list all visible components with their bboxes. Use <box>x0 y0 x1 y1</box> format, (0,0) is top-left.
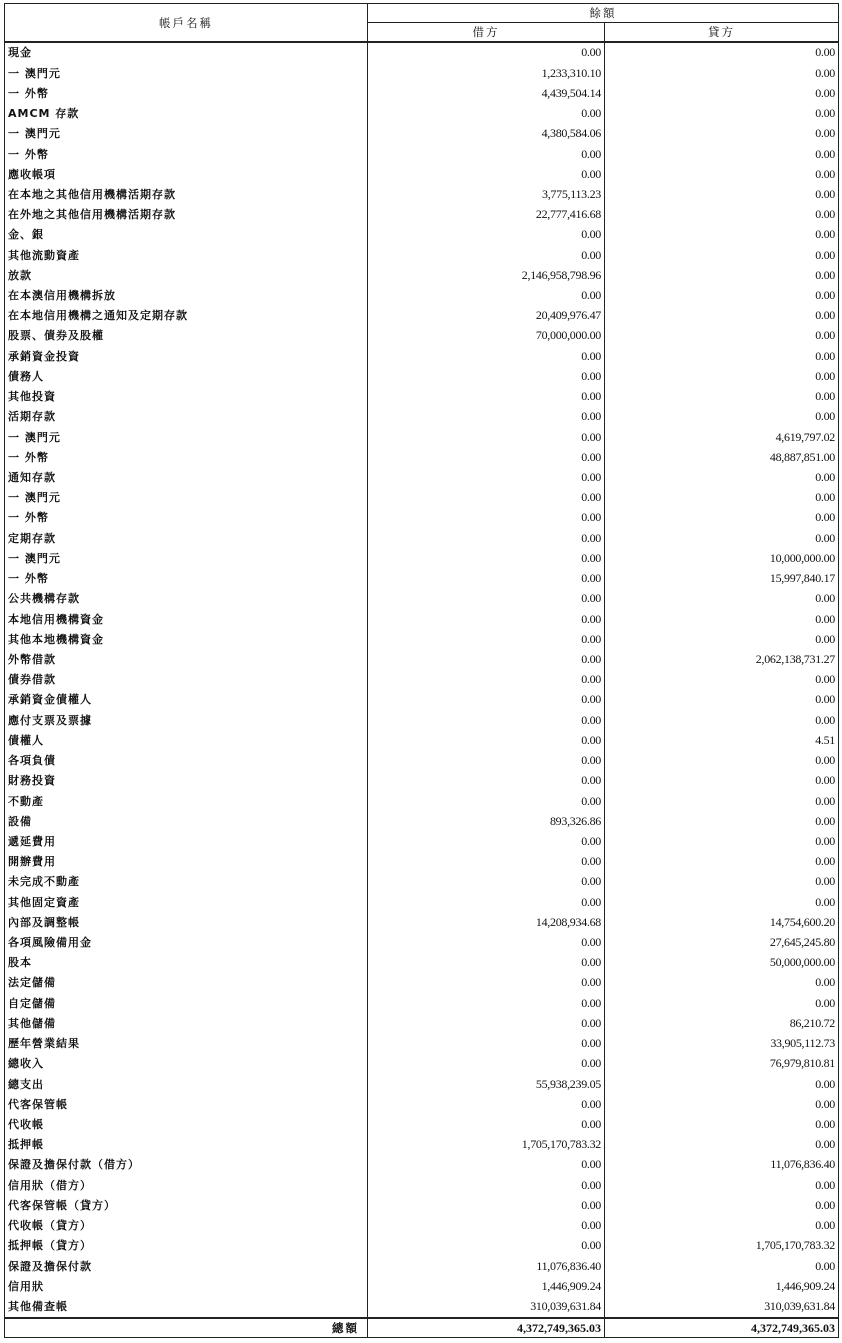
debit-cell: 0.00 <box>368 1236 605 1256</box>
table-row <box>5 508 839 528</box>
credit-cell: 0.00 <box>605 144 839 164</box>
table-row <box>5 63 839 83</box>
debit-cell: 0.00 <box>368 589 605 609</box>
account-name-cell: 其他備查帳 <box>5 1297 368 1318</box>
table-row <box>5 912 839 932</box>
account-name-cell: 其他固定資產 <box>5 892 368 912</box>
account-name-cell: 在本澳信用機構拆放 <box>5 286 368 306</box>
credit-cell: 0.00 <box>605 1216 839 1236</box>
debit-cell: 0.00 <box>368 629 605 649</box>
credit-cell: 0.00 <box>605 872 839 892</box>
table-row <box>5 1074 839 1094</box>
account-name-cell: 歷年營業結果 <box>5 1034 368 1054</box>
credit-cell: 0.00 <box>605 1195 839 1215</box>
table-row <box>5 1115 839 1135</box>
account-name-cell: 內部及調整帳 <box>5 912 368 932</box>
credit-cell: 33,905,112.73 <box>605 1034 839 1054</box>
debit-cell: 0.00 <box>368 1175 605 1195</box>
debit-cell: 893,326.86 <box>368 811 605 831</box>
debit-cell: 0.00 <box>368 367 605 387</box>
credit-cell: 0.00 <box>605 63 839 83</box>
debit-cell: 0.00 <box>368 144 605 164</box>
debit-cell: 0.00 <box>368 447 605 467</box>
debit-cell: 0.00 <box>368 387 605 407</box>
account-name-cell: 債券借款 <box>5 670 368 690</box>
debit-cell: 0.00 <box>368 1034 605 1054</box>
table-row <box>5 892 839 912</box>
table-row <box>5 387 839 407</box>
account-name-cell: 各項風險備用金 <box>5 933 368 953</box>
account-name-cell: 通知存款 <box>5 468 368 488</box>
account-name-cell: 一 外幣 <box>5 508 368 528</box>
account-name-cell: 未完成不動產 <box>5 872 368 892</box>
account-name-cell: 保證及擔保付款（借方） <box>5 1155 368 1175</box>
account-name-cell: 法定儲備 <box>5 973 368 993</box>
credit-cell: 0.00 <box>605 993 839 1013</box>
credit-cell: 0.00 <box>605 245 839 265</box>
account-name-cell: 其他投資 <box>5 387 368 407</box>
table-row <box>5 690 839 710</box>
credit-cell: 0.00 <box>605 468 839 488</box>
credit-cell: 0.00 <box>605 185 839 205</box>
table-row <box>5 1094 839 1114</box>
account-name-cell: 放款 <box>5 265 368 285</box>
credit-cell: 0.00 <box>605 387 839 407</box>
credit-cell: 0.00 <box>605 265 839 285</box>
account-name-cell: 其他本地機構資金 <box>5 629 368 649</box>
table-row <box>5 1256 839 1276</box>
table-row <box>5 1014 839 1034</box>
credit-cell: 0.00 <box>605 83 839 103</box>
credit-cell: 0.00 <box>605 306 839 326</box>
balance-header: 餘額 <box>368 4 839 23</box>
credit-cell: 0.00 <box>605 710 839 730</box>
credit-cell: 0.00 <box>605 104 839 124</box>
credit-cell: 0.00 <box>605 1094 839 1114</box>
credit-cell: 4,619,797.02 <box>605 427 839 447</box>
credit-cell: 14,754,600.20 <box>605 912 839 932</box>
credit-cell: 86,210.72 <box>605 1014 839 1034</box>
credit-cell: 15,997,840.17 <box>605 569 839 589</box>
table-row <box>5 1276 839 1296</box>
debit-header: 借方 <box>368 23 605 43</box>
account-name-cell: 其他流動資產 <box>5 245 368 265</box>
account-name-cell: 股票、債券及股權 <box>5 326 368 346</box>
credit-cell: 0.00 <box>605 1115 839 1135</box>
table-row <box>5 407 839 427</box>
credit-cell: 0.00 <box>605 528 839 548</box>
table-row <box>5 589 839 609</box>
credit-cell: 0.00 <box>605 225 839 245</box>
debit-cell: 0.00 <box>368 650 605 670</box>
debit-cell: 0.00 <box>368 872 605 892</box>
table-row <box>5 306 839 326</box>
table-row <box>5 447 839 467</box>
debit-cell: 0.00 <box>368 245 605 265</box>
account-name-cell: 設備 <box>5 811 368 831</box>
debit-cell: 3,775,113.23 <box>368 185 605 205</box>
debit-cell: 0.00 <box>368 1094 605 1114</box>
account-name-cell: 公共機構存款 <box>5 589 368 609</box>
table-row <box>5 852 839 872</box>
credit-cell: 4.51 <box>605 730 839 750</box>
credit-cell: 0.00 <box>605 124 839 144</box>
account-name-cell: 一 澳門元 <box>5 124 368 144</box>
debit-cell: 55,938,239.05 <box>368 1074 605 1094</box>
account-name-cell: AMCM 存款 <box>5 104 368 124</box>
table-row <box>5 1297 839 1318</box>
debit-cell: 1,233,310.10 <box>368 63 605 83</box>
table-row <box>5 811 839 831</box>
debit-cell: 0.00 <box>368 528 605 548</box>
account-name-cell: 一 外幣 <box>5 447 368 467</box>
debit-cell: 0.00 <box>368 427 605 447</box>
account-name-cell: 抵押帳 <box>5 1135 368 1155</box>
account-name-cell: 一 外幣 <box>5 83 368 103</box>
table-row <box>5 730 839 750</box>
debit-cell: 0.00 <box>368 1054 605 1074</box>
debit-cell: 0.00 <box>368 892 605 912</box>
credit-cell: 2,062,138,731.27 <box>605 650 839 670</box>
account-name-cell: 承銷資金投資 <box>5 346 368 366</box>
table-row <box>5 670 839 690</box>
total-credit: 4,372,749,365.03 <box>605 1318 839 1338</box>
table-row <box>5 629 839 649</box>
credit-cell: 0.00 <box>605 42 839 63</box>
table-row <box>5 124 839 144</box>
account-name-cell: 在外地之其他信用機構活期存款 <box>5 205 368 225</box>
table-row <box>5 326 839 346</box>
account-name-cell: 活期存款 <box>5 407 368 427</box>
table-row <box>5 569 839 589</box>
table-row <box>5 832 839 852</box>
table-row <box>5 427 839 447</box>
credit-cell: 10,000,000.00 <box>605 548 839 568</box>
table-row <box>5 1054 839 1074</box>
debit-cell: 0.00 <box>368 852 605 872</box>
table-row <box>5 367 839 387</box>
table-row <box>5 265 839 285</box>
account-name-cell: 信用狀 <box>5 1276 368 1296</box>
debit-cell: 11,076,836.40 <box>368 1256 605 1276</box>
credit-cell: 0.00 <box>605 892 839 912</box>
table-row <box>5 225 839 245</box>
account-name-cell: 在本地信用機構之通知及定期存款 <box>5 306 368 326</box>
credit-cell: 0.00 <box>605 852 839 872</box>
account-name-cell: 保證及擔保付款 <box>5 1256 368 1276</box>
total-label: 總額 <box>5 1318 368 1338</box>
debit-cell: 0.00 <box>368 690 605 710</box>
account-name-cell: 一 澳門元 <box>5 427 368 447</box>
credit-cell: 1,446,909.24 <box>605 1276 839 1296</box>
debit-cell: 0.00 <box>368 973 605 993</box>
debit-cell: 0.00 <box>368 791 605 811</box>
debit-cell: 22,777,416.68 <box>368 205 605 225</box>
credit-cell: 0.00 <box>605 1175 839 1195</box>
credit-cell: 0.00 <box>605 751 839 771</box>
table-body <box>5 42 839 1318</box>
debit-cell: 0.00 <box>368 771 605 791</box>
table-row <box>5 791 839 811</box>
credit-cell: 0.00 <box>605 164 839 184</box>
credit-cell: 76,979,810.81 <box>605 1054 839 1074</box>
debit-cell: 0.00 <box>368 953 605 973</box>
credit-cell: 0.00 <box>605 589 839 609</box>
credit-cell: 0.00 <box>605 407 839 427</box>
debit-cell: 0.00 <box>368 569 605 589</box>
account-name-cell: 自定儲備 <box>5 993 368 1013</box>
debit-cell: 4,439,504.14 <box>368 83 605 103</box>
credit-cell: 0.00 <box>605 1256 839 1276</box>
debit-cell: 0.00 <box>368 1216 605 1236</box>
account-name-cell: 一 外幣 <box>5 144 368 164</box>
table-row <box>5 1236 839 1256</box>
debit-cell: 0.00 <box>368 670 605 690</box>
table-row <box>5 286 839 306</box>
table-row <box>5 185 839 205</box>
account-name-cell: 債權人 <box>5 730 368 750</box>
account-name-cell: 代收帳（貸方） <box>5 1216 368 1236</box>
account-name-cell: 一 澳門元 <box>5 488 368 508</box>
debit-cell: 0.00 <box>368 1115 605 1135</box>
credit-cell: 0.00 <box>605 205 839 225</box>
debit-cell: 0.00 <box>368 104 605 124</box>
credit-cell: 0.00 <box>605 670 839 690</box>
account-name-cell: 財務投資 <box>5 771 368 791</box>
total-row <box>5 1318 839 1338</box>
table-row <box>5 1216 839 1236</box>
table-row <box>5 528 839 548</box>
account-name-cell: 代客保管帳（貸方） <box>5 1195 368 1215</box>
debit-cell: 0.00 <box>368 609 605 629</box>
table-row <box>5 751 839 771</box>
account-name-cell: 應收帳項 <box>5 164 368 184</box>
credit-header: 貸方 <box>605 23 839 43</box>
table-row <box>5 346 839 366</box>
debit-cell: 4,380,584.06 <box>368 124 605 144</box>
credit-cell: 0.00 <box>605 1135 839 1155</box>
debit-cell: 2,146,958,798.96 <box>368 265 605 285</box>
account-name-cell: 債務人 <box>5 367 368 387</box>
table-footer <box>5 1318 839 1338</box>
table-row <box>5 488 839 508</box>
debit-cell: 0.00 <box>368 508 605 528</box>
debit-cell: 0.00 <box>368 1155 605 1175</box>
table-row <box>5 710 839 730</box>
account-name-cell: 在本地之其他信用機構活期存款 <box>5 185 368 205</box>
debit-cell: 0.00 <box>368 407 605 427</box>
account-name-header: 帳戶名稱 <box>5 4 368 43</box>
account-name-cell: 金、銀 <box>5 225 368 245</box>
table-row <box>5 1034 839 1054</box>
table-row <box>5 1175 839 1195</box>
credit-cell: 48,887,851.00 <box>605 447 839 467</box>
credit-cell: 1,705,170,783.32 <box>605 1236 839 1256</box>
account-name-cell: 其他儲備 <box>5 1014 368 1034</box>
account-name-cell: 各項負債 <box>5 751 368 771</box>
table-row <box>5 872 839 892</box>
credit-cell: 0.00 <box>605 690 839 710</box>
account-name-cell: 現金 <box>5 42 368 63</box>
account-name-cell: 代客保管帳 <box>5 1094 368 1114</box>
account-name-cell: 定期存款 <box>5 528 368 548</box>
credit-cell: 0.00 <box>605 811 839 831</box>
table-row <box>5 933 839 953</box>
table-header <box>5 4 839 43</box>
credit-cell: 0.00 <box>605 346 839 366</box>
account-name-cell: 承銷資金債權人 <box>5 690 368 710</box>
credit-cell: 0.00 <box>605 629 839 649</box>
account-name-cell: 不動產 <box>5 791 368 811</box>
credit-cell: 0.00 <box>605 832 839 852</box>
credit-cell: 27,645,245.80 <box>605 933 839 953</box>
table-row <box>5 993 839 1013</box>
credit-cell: 0.00 <box>605 326 839 346</box>
debit-cell: 0.00 <box>368 1195 605 1215</box>
debit-cell: 0.00 <box>368 286 605 306</box>
debit-cell: 1,705,170,783.32 <box>368 1135 605 1155</box>
debit-cell: 0.00 <box>368 730 605 750</box>
credit-cell: 0.00 <box>605 488 839 508</box>
credit-cell: 50,000,000.00 <box>605 953 839 973</box>
account-name-cell: 應付支票及票據 <box>5 710 368 730</box>
table-row <box>5 609 839 629</box>
table-row <box>5 245 839 265</box>
credit-cell: 0.00 <box>605 771 839 791</box>
debit-cell: 0.00 <box>368 1014 605 1034</box>
table-row <box>5 771 839 791</box>
debit-cell: 0.00 <box>368 548 605 568</box>
table-row <box>5 83 839 103</box>
credit-cell: 0.00 <box>605 286 839 306</box>
debit-cell: 0.00 <box>368 751 605 771</box>
debit-cell: 1,446,909.24 <box>368 1276 605 1296</box>
account-name-cell: 一 外幣 <box>5 569 368 589</box>
account-name-cell: 抵押帳（貸方） <box>5 1236 368 1256</box>
trial-balance-table <box>4 3 839 1338</box>
debit-cell: 0.00 <box>368 468 605 488</box>
account-name-cell: 開辦費用 <box>5 852 368 872</box>
table-row <box>5 164 839 184</box>
table-row <box>5 548 839 568</box>
account-name-cell: 股本 <box>5 953 368 973</box>
table-row <box>5 144 839 164</box>
table-row <box>5 42 839 63</box>
account-name-cell: 代收帳 <box>5 1115 368 1135</box>
credit-cell: 310,039,631.84 <box>605 1297 839 1318</box>
table-row <box>5 650 839 670</box>
total-debit: 4,372,749,365.03 <box>368 1318 605 1338</box>
credit-cell: 0.00 <box>605 1074 839 1094</box>
credit-cell: 0.00 <box>605 508 839 528</box>
table-row <box>5 104 839 124</box>
debit-cell: 0.00 <box>368 710 605 730</box>
debit-cell: 70,000,000.00 <box>368 326 605 346</box>
account-name-cell: 外幣借款 <box>5 650 368 670</box>
debit-cell: 0.00 <box>368 225 605 245</box>
debit-cell: 20,409,976.47 <box>368 306 605 326</box>
table-row <box>5 1135 839 1155</box>
credit-cell: 0.00 <box>605 609 839 629</box>
account-name-cell: 信用狀（借方） <box>5 1175 368 1195</box>
debit-cell: 14,208,934.68 <box>368 912 605 932</box>
account-name-cell: 一 澳門元 <box>5 63 368 83</box>
credit-cell: 0.00 <box>605 973 839 993</box>
debit-cell: 0.00 <box>368 933 605 953</box>
table-row <box>5 1195 839 1215</box>
account-name-cell: 遞延費用 <box>5 832 368 852</box>
debit-cell: 310,039,631.84 <box>368 1297 605 1318</box>
debit-cell: 0.00 <box>368 346 605 366</box>
credit-cell: 11,076,836.40 <box>605 1155 839 1175</box>
table-row <box>5 468 839 488</box>
table-row <box>5 953 839 973</box>
account-name-cell: 本地信用機構資金 <box>5 609 368 629</box>
credit-cell: 0.00 <box>605 791 839 811</box>
debit-cell: 0.00 <box>368 164 605 184</box>
credit-cell: 0.00 <box>605 367 839 387</box>
debit-cell: 0.00 <box>368 832 605 852</box>
debit-cell: 0.00 <box>368 42 605 63</box>
account-name-cell: 總支出 <box>5 1074 368 1094</box>
table-row <box>5 1155 839 1175</box>
account-name-cell: 一 澳門元 <box>5 548 368 568</box>
table-row <box>5 205 839 225</box>
account-name-cell: 總收入 <box>5 1054 368 1074</box>
table-row <box>5 973 839 993</box>
debit-cell: 0.00 <box>368 993 605 1013</box>
debit-cell: 0.00 <box>368 488 605 508</box>
